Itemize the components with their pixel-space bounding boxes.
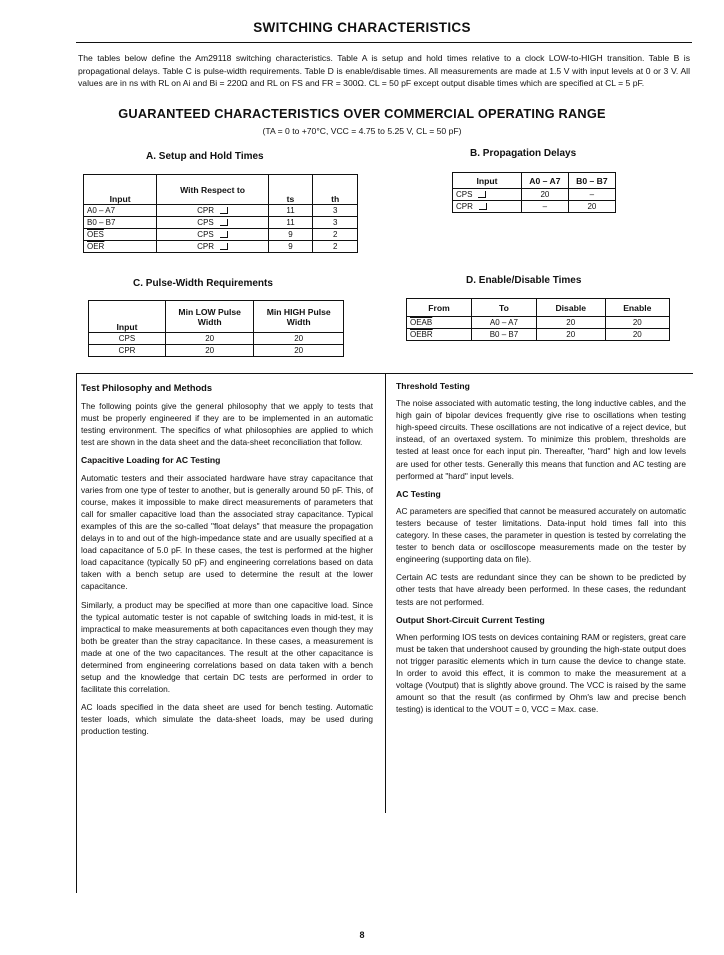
cell: 9 <box>268 241 313 253</box>
intro-paragraph: The tables below define the Am29118 switching characteristics. Table A is setup and hold times relative to a clock LOW-to-HIGH transition. Table B is propagational delays. Table C is pulse-width requirements. Table D is enable/disable times. All measurements are made at 1.5 V with input levels at 0 or 3 V. All values are in ns with RL on Ai and Bi = 220Ω and RL on FS and FR = 300Ω. CL = 50 pF except output disable times which are specified at CL = 5 pF. <box>78 53 690 88</box>
cell <box>453 189 522 201</box>
cell-text: CPR <box>456 202 473 211</box>
subheading: Threshold Testing <box>396 381 470 391</box>
table-row <box>84 229 358 241</box>
rising-edge-icon <box>220 207 228 214</box>
subheading: Output Short-Circuit Current Testing <box>396 614 545 625</box>
page-title: SWITCHING CHARACTERISTICS <box>253 20 471 35</box>
col-header: Min LOW Pulse Width <box>166 301 254 333</box>
col-header: ts <box>268 175 313 205</box>
box-left-rule <box>76 373 77 893</box>
cell: 3 <box>313 205 358 217</box>
cell: 20 <box>536 329 605 341</box>
cell: 20 <box>166 333 254 345</box>
cell: CPR <box>89 345 166 357</box>
cell <box>157 241 268 253</box>
cell <box>157 217 268 229</box>
rising-edge-icon <box>478 191 486 198</box>
cell <box>157 229 268 241</box>
cell-text: CPS <box>197 230 214 239</box>
paragraph: AC parameters are specified that cannot be measured accurately on automatic testers because of tester limitations. Data-input hold times fall into this category. In these cases, the parameter in question is tested by correlating the tester to bench data or oscilloscope measurements made on the tester by engineering (supporting data on file). <box>396 505 686 565</box>
col-header: B0 – B7 <box>568 173 615 189</box>
cell: 20 <box>254 333 344 345</box>
cell: B0 – B7 <box>472 329 537 341</box>
cell: 20 <box>605 329 669 341</box>
cell: 2 <box>313 241 358 253</box>
col-header: A0 – A7 <box>522 173 569 189</box>
cell: $\overline{OER}$ <box>84 241 157 253</box>
cell: 11 <box>268 217 313 229</box>
cell: OEAB <box>407 317 472 329</box>
cell: – <box>522 201 569 213</box>
table-row <box>84 205 358 217</box>
section-heading: Test Philosophy and Methods <box>81 383 213 393</box>
rising-edge-icon <box>220 231 228 238</box>
paragraph: AC loads specified in the data sheet are used for bench testing. Automatic tester loads, which simulate the data-sheet loads, may be used during production testing. <box>81 702 373 737</box>
rising-edge-icon <box>220 243 228 250</box>
table-d <box>406 298 670 341</box>
cell: A0 – A7 <box>472 317 537 329</box>
col-header: Input <box>453 173 522 189</box>
subheading: AC Testing <box>396 488 441 499</box>
table-d-title: D. Enable/Disable Times <box>466 275 582 286</box>
cell: 20 <box>536 317 605 329</box>
col-header: th <box>313 175 358 205</box>
cell: 3 <box>313 217 358 229</box>
cell-text: CPS <box>456 190 473 199</box>
cell: B0 – B7 <box>84 217 157 229</box>
col-header: Input <box>84 175 157 205</box>
section-heading: GUARANTEED CHARACTERISTICS OVER COMMERCIAL OPERATING RANGE <box>118 106 606 121</box>
col-header: Disable <box>536 299 605 317</box>
right-column <box>396 380 686 721</box>
table-row <box>407 329 670 341</box>
cell <box>453 201 522 213</box>
cell: – <box>568 189 615 201</box>
left-column <box>81 382 373 744</box>
table-a-title: A. Setup and Hold Times <box>146 151 264 162</box>
cell <box>157 205 268 217</box>
paragraph: Similarly, a product may be specified at more than one capacitive load. Since the typical automatic tester is not capable of switching loads in mid-test, it is impractical to make measurements at both capacitances even though they may both be greater than the stray capacitance. In these cases, a measurement is made at one of the two capacitances. The result at the other capacitance is determined from engineering correlations based on data taken with a bench setup and the knowledge that certain DC tests are performed in order to facilitate this correlation. <box>81 599 373 695</box>
paragraph: The following points give the general philosophy that we apply to tests that must be properly engineered if they are to be implemented in an automatic testing environment. The specifics of what philosophies are applied to which test are shown in the data sheet and the data-sheet reconciliation that follow. <box>81 401 373 448</box>
paragraph: When performing IOS tests on devices containing RAM or registers, great care must be taken that undershoot caused by grounding the high-state output does not trigger parasitic elements which in turn cause the device to change state. In order to avoid this effect, it is common to make the measurement at a voltage (Voutput) that is slightly above ground. The VCC is raised by the same amount so that the result (as confirmed by Ohm's law and precise bench testing) is identical to the VOUT = 0, VCC = Max. case. <box>396 631 686 715</box>
table-c-title: C. Pulse-Width Requirements <box>133 278 273 289</box>
paragraph: Certain AC tests are redundant since they can be shown to be predicted by other tests that have already been performed. In these cases, the redundant tests are not performed. <box>396 572 686 607</box>
table-b-title: B. Propagation Delays <box>470 148 577 159</box>
cell: OEBR <box>407 329 472 341</box>
table-row <box>453 201 616 213</box>
paragraph: The noise associated with automatic testing, the long inductive cables, and the high gain of bipolar devices frequently give rise to oscillations when testing high-speed circuits. These oscillations are not indicative of a reject device, but instead, of an overtaxed system. To minimize this problem, thresholds are tested at least once for each input pin. Thereafter, "hard" high and low levels are used for other tests. Generally this means that function and AC testing are performed at "hard" input levels. <box>396 398 686 481</box>
cell-text: CPS <box>197 218 214 227</box>
cell: CPS <box>89 333 166 345</box>
cell: $\overline{OES}$ <box>84 229 157 241</box>
rising-edge-icon <box>220 219 228 226</box>
table-c <box>88 300 344 357</box>
table-row <box>89 333 344 345</box>
col-header: From <box>407 299 472 317</box>
cell: 2 <box>313 229 358 241</box>
conditions-line: (TA = 0 to +70°C, VCC = 4.75 to 5.25 V, CL = 50 pF) <box>262 126 462 136</box>
cell: 11 <box>268 205 313 217</box>
cell: 20 <box>166 345 254 357</box>
table-row <box>89 345 344 357</box>
cell: A0 – A7 <box>84 205 157 217</box>
col-header: Input <box>89 301 166 333</box>
page-number: 8 <box>359 930 365 940</box>
cell: 9 <box>268 229 313 241</box>
col-header: Min HIGH Pulse Width <box>254 301 344 333</box>
table-b <box>452 172 616 213</box>
col-header: To <box>472 299 537 317</box>
table-row <box>84 241 358 253</box>
table-row <box>84 217 358 229</box>
col-header: Enable <box>605 299 669 317</box>
cell-text: CPR <box>197 206 214 215</box>
title-rule <box>76 42 692 43</box>
column-divider <box>385 373 386 813</box>
cell: 20 <box>568 201 615 213</box>
cell: 20 <box>605 317 669 329</box>
rising-edge-icon <box>479 203 487 210</box>
table-row <box>453 189 616 201</box>
cell: 20 <box>522 189 569 201</box>
subheading: Capacitive Loading for AC Testing <box>81 455 221 466</box>
table-row <box>407 317 670 329</box>
paragraph: Automatic testers and their associated hardware have stray capacitance that varies from one type of tester to another, but is generally around 50 pF. This, of course, makes it impossible to make direct measurements of parameters that call for smaller capacitive load than the associated stray capacitance. Typical examples of this are the so-called "float delays" that measure the propagation delays in to and out of the high-impedance state and are usually specified at a load capacitance of 5.0 pF. In these cases, the test is performed at the higher load capacitance (typically 50 pF) and engineering correlations based on data taken with a bench setup are used to determine the result at the lower capacitance. <box>81 472 373 592</box>
cell-text: CPR <box>197 242 214 251</box>
col-header: With Respect to <box>157 175 268 205</box>
table-a <box>83 174 358 253</box>
cell: 20 <box>254 345 344 357</box>
